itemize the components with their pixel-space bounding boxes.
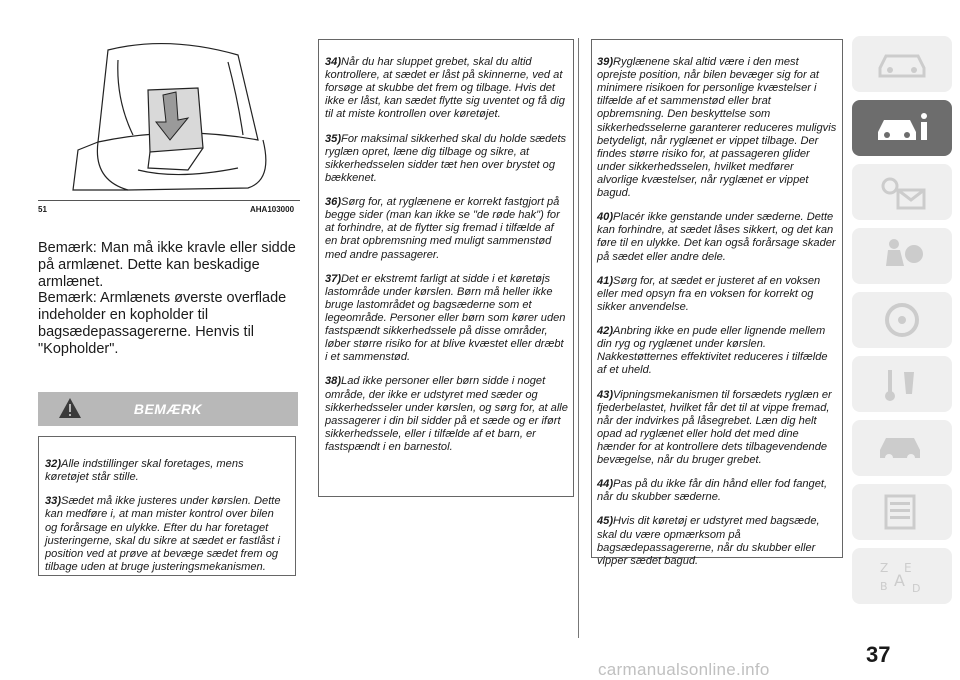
tab-index[interactable] [852,548,952,604]
note-number: 32) [45,458,62,471]
specifications-list-icon [874,492,930,532]
note-text: Vipningsmekanismen til forsædets ryglæn er fjederbelastet, hvilket får det til at vippe fremad, når der indvirkes på låsegrebet. Læn dig helt opad ad ryglænet eller hold det med dine hænder for at kontrollere dets tilbagevendende bevægelse, når du bruger grebet. [597,388,832,466]
rear-seat-armrest-illustration [38,30,300,200]
svg-text:D: D [912,582,921,595]
note-number: 44) [597,478,614,491]
note-text: Det er ekstremt farligt at sidde i et køretøjs lastområde under kørslen. Børn må heller ikke bruge lastområdet og bagsæderne som et legeområde. Personer eller børn som kører uden fastspændt sikkerhedssele på disse områder, løber større risiko for at blive kvæstet eller dræbt i et sammenstød. [325,272,566,364]
note-number: 33) [45,495,62,508]
note-number: 45) [597,515,614,528]
tab-warning-lights[interactable] [852,164,952,220]
tab-dashboard[interactable] [852,36,952,92]
notes-list [45,458,289,574]
body-paragraph-armrest-warning: Bemærk: Man må ikke kravle eller sidde på armlænet. Dette kan beskadige armlænet. [38,240,296,290]
figure-rule [38,200,300,201]
steering-wheel-icon [874,300,930,340]
note-text: Sørg for, at sædet er justeret af en voksen eller med opsyn fra en voksen for korrekt og sikker anvendelse. [597,274,821,313]
airbag-passenger-icon [874,236,930,276]
note-number: 40) [597,211,614,224]
note-42 [597,325,838,377]
tab-maintenance[interactable] [852,420,952,476]
note-text: Alle indstillinger skal foretages, mens køretøjet står stille. [45,458,244,484]
note-38 [325,375,569,454]
alphabetical-index-icon [874,556,930,596]
body-paragraph-cupholder: Bemærk: Armlænets øverste overflade indeholder en kopholder til bagsædepassagererne. Henvis til "Kopholder". [38,290,287,357]
note-text: Pas på du ikke får din hånd eller fod fanget, når du skubber sæderne. [597,478,828,504]
notice-title: BEMÆRK [133,401,203,417]
note-43 [597,389,838,468]
note-33 [45,495,289,574]
note-number: 39) [597,56,614,69]
tab-get-to-know-car[interactable] [852,100,952,156]
note-number: 34) [325,56,342,69]
note-text: Sædet må ikke justeres under kørslen. Dette kan medføre i, at man mister kontrol over bilen og forårsage en ulykke. Efter du har foretaget justeringerne, skal du sikre at sædet er fastlåst i position ved at prøve at bevæge sædet frem og tilbage uden at bruge justeringsmekanismen. [45,495,281,573]
car-info-icon [874,108,934,148]
svg-text:E: E [904,561,912,575]
note-34 [325,56,569,121]
note-number: 41) [597,274,614,287]
page-number: 37 [866,642,891,667]
note-39 [597,56,838,200]
note-44 [597,478,838,504]
note-text: Ryglænene skal altid være i den mest oprejste position, når bilen bevæger sig for at minimere risikoen for personlige kvæstelser i tilfælde af et sammenstød eller brat opbremsning. Den beskyttelse som sikkerhedsselerne garanterer reduceres muligvis betydeligt, når ryglænet er vippet tilbage. Der findes større risiko for, at passageren glider under sikkerhedsselen, hvilket medfører alvorlige kvæstelser, når ryglænet er vippet bagud. [597,56,837,200]
note-37 [325,273,569,365]
warning-light-envelope-icon [874,172,930,212]
note-text: Anbring ikke en pude eller lignende mellem din ryg og ryglænet under kørslen. Nakkestøtternes effektivitet reduceres i tilfælde af et uheld. [597,325,828,377]
svg-text:A: A [894,571,905,590]
watermark: carmanualsonline.info [598,660,770,679]
note-32 [45,458,289,484]
note-number: 37) [325,272,342,285]
column-divider [578,38,579,638]
car-dashboard-icon [874,44,930,84]
tab-safety[interactable] [852,228,952,284]
tab-starting-driving[interactable] [852,292,952,348]
note-text: Når du har sluppet grebet, skal du altid kontrollere, at sædet er låst på skinnerne, ved at forsøge at skubbe det frem og tilbage. Hvis det ikke er låst, kan sædet flytte sig uventet og få dig til at miste kontrollen over køretøjet. [325,56,565,121]
car-service-icon [874,428,930,468]
note-number: 42) [597,325,614,338]
note-number: 43) [597,388,614,401]
note-40 [597,211,838,263]
note-number: 35) [325,132,342,145]
note-text: For maksimal sikkerhed skal du holde sædets ryglæn opret, læne dig tilbage og sikre, at sikkerhedsselen sidder tæt hen over brystet og bækkenet. [325,132,567,184]
figure-code: AHA103000 [250,205,295,214]
tab-emergency[interactable] [852,356,952,412]
figure-number: 51 [38,205,47,214]
svg-text:Z: Z [880,561,889,575]
note-41 [597,275,838,314]
note-number: 36) [325,196,342,209]
note-text: Placér ikke genstande under sæderne. Dette kan forhindre, at sædet låses sikkert, og det kan føre til en ulykke. Det kan også forårsage skader på sædet eller andre dele. [597,211,836,263]
notice-box-col1 [38,436,296,576]
notice-header [38,392,298,426]
notice-box-col2 [318,39,574,497]
tab-technical-data[interactable] [852,484,952,540]
note-text: Sørg for, at ryglænene er korrekt fastgjort på begge sider (man kan ikke se "de røde hak") for at forhindre, at de flytter sig fremad i tilfælde af en brat opbremsning med muligt sammenstød med andre passagerer. [325,196,560,261]
note-text: Lad ikke personer eller børn sidde i noget område, der ikke er udstyret med sæder og sikkerhedsseler under kørslen, og sørg for, at alle passagerer i din bil sidder på et sæde og er iført sikkerhedssele, eller i tilfælde af et barn, er fastspændt i en barnestol. [325,375,568,453]
note-text: Hvis dit køretøj er udstyret med bagsæde, skal du være opmærksom på bagsædepassagererne, når du skubber eller vipper sædet bagud. [597,515,820,567]
note-45 [597,515,838,567]
note-35 [325,133,569,185]
note-number: 38) [325,375,342,388]
notice-box-col3 [591,39,843,567]
svg-text:B: B [880,580,888,593]
note-36 [325,196,569,261]
tools-icon [874,364,930,404]
